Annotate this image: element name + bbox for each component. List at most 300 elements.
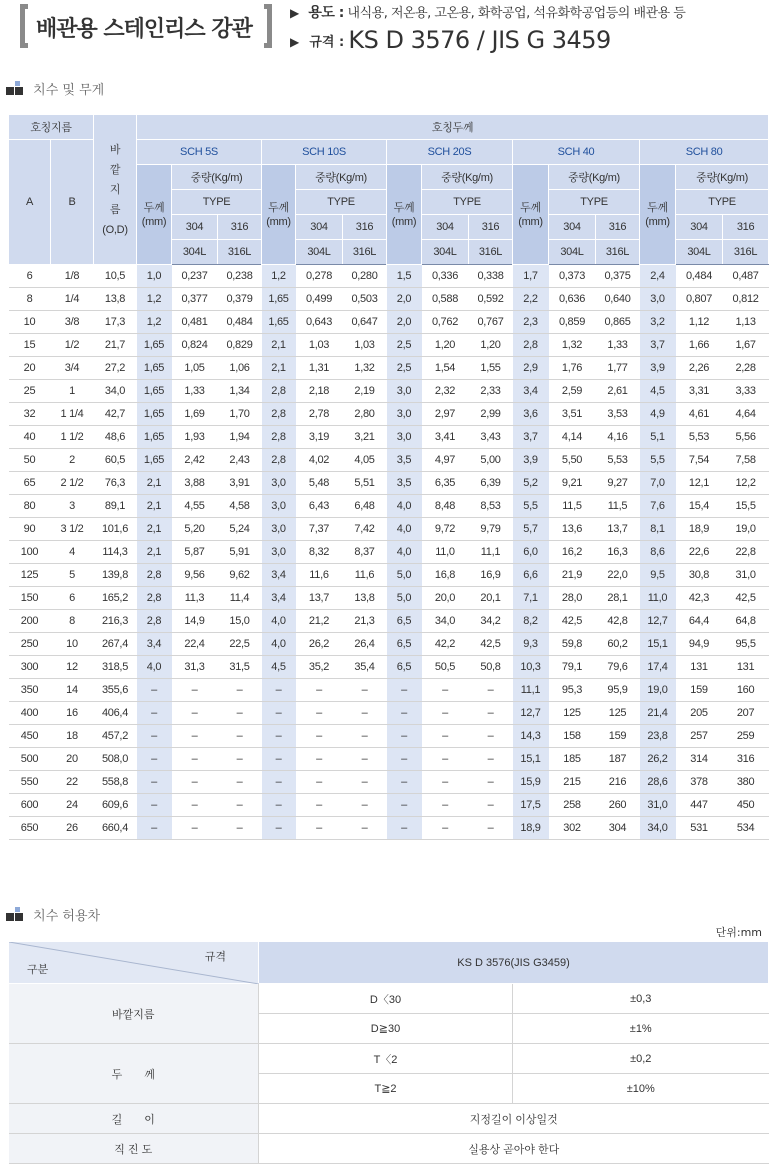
table-cell: 19,0 [640,679,676,702]
table-cell: 13,7 [596,518,640,541]
weight-header: 중량(Kg/m) [549,165,640,190]
table-cell: – [387,679,422,702]
table-cell: – [172,725,218,748]
table-row [9,380,769,403]
table-cell: 1,94 [218,426,262,449]
table-cell: – [172,748,218,771]
table-cell: 259 [723,725,769,748]
tolerance-standard-header: KS D 3576(JIS G3459) [259,942,769,984]
table-cell: – [296,725,343,748]
table-cell: 95,5 [723,633,769,656]
table-cell: 5,7 [513,518,549,541]
table-cell: 13,7 [296,587,343,610]
table-cell: – [296,679,343,702]
table-cell: 2,99 [469,403,513,426]
grade-316-header: 316 [596,215,640,240]
table-row [9,541,769,564]
od-lt-condition: D〈30 [259,984,513,1014]
table-cell: 17,3 [94,311,137,334]
table-cell: 450 [723,794,769,817]
table-cell: – [387,771,422,794]
col-a-header: A [9,140,51,265]
table-cell: 1,65 [137,403,172,426]
table-cell: – [422,748,469,771]
table-cell: 2,59 [549,380,596,403]
grade-316l-header: 316L [723,240,769,265]
table-cell: 2,0 [387,288,422,311]
table-cell: 8,6 [640,541,676,564]
table-cell: 4,97 [422,449,469,472]
table-cell: 0,484 [218,311,262,334]
table-cell: 2,9 [513,357,549,380]
table-cell: 3,6 [513,403,549,426]
triangle-bullet-icon: ▶ [290,6,299,20]
table-cell: 5,53 [596,449,640,472]
table-cell: 6,35 [422,472,469,495]
table-cell: 11,5 [596,495,640,518]
table-cell: 215 [549,771,596,794]
table-cell: 2,1 [262,334,296,357]
table-row [9,564,769,587]
table-cell: 18 [51,725,94,748]
table-cell: 17,4 [640,656,676,679]
table-cell: 600 [9,794,51,817]
table-cell: 531 [676,817,723,840]
table-cell: 0,812 [723,288,769,311]
table-cell: 0,338 [469,265,513,288]
table-cell: 131 [723,656,769,679]
table-row [9,449,769,472]
table-cell: 1,65 [137,426,172,449]
table-cell: – [387,702,422,725]
table-cell: – [137,817,172,840]
table-cell: 1,65 [137,449,172,472]
table-cell: – [218,679,262,702]
table-cell: 3 1/2 [51,518,94,541]
table-cell: 60,2 [596,633,640,656]
table-cell: – [262,725,296,748]
table-cell: 1 1/4 [51,403,94,426]
table-cell: 21,9 [549,564,596,587]
table-cell: 15,5 [723,495,769,518]
table-cell: 5,00 [469,449,513,472]
grade-316-header: 316 [218,215,262,240]
sch-5s-header: SCH 5S [137,140,262,165]
table-cell: 250 [9,633,51,656]
table-cell: – [343,817,387,840]
table-cell: 0,238 [218,265,262,288]
page-header [0,0,770,62]
table-cell: 3,21 [343,426,387,449]
dimension-weight-table [8,114,769,840]
table-cell: 95,9 [596,679,640,702]
table-cell: 5,53 [676,426,723,449]
table-cell: 0,481 [172,311,218,334]
table-cell: 11,6 [343,564,387,587]
table-cell: 9,79 [469,518,513,541]
table-cell: 3,0 [262,541,296,564]
table-cell: 18,9 [676,518,723,541]
table-cell: 20,0 [422,587,469,610]
table-cell: – [469,794,513,817]
table-cell: 14,3 [513,725,549,748]
table-cell: 3,0 [387,426,422,449]
standard-label: 규격 : [309,35,345,50]
table-cell: 3,43 [469,426,513,449]
table-cell: 0,824 [172,334,218,357]
table-cell: 550 [9,771,51,794]
table-cell: 4,9 [640,403,676,426]
table-cell: 21,2 [296,610,343,633]
grade-304-header: 304 [549,215,596,240]
table-cell: 79,1 [549,656,596,679]
table-cell: 22,4 [172,633,218,656]
od-ge-condition: D≧30 [259,1014,513,1044]
grade-316l-header: 316L [343,240,387,265]
type-header: TYPE [296,190,387,215]
table-cell: 9,5 [640,564,676,587]
table-cell: 2 [51,449,94,472]
table-cell: 158 [549,725,596,748]
grade-304l-header: 304L [422,240,469,265]
grade-304-header: 304 [172,215,218,240]
sch-80-header: SCH 80 [640,140,769,165]
table-cell: 22,8 [723,541,769,564]
table-cell: – [172,817,218,840]
table-cell: 3,0 [640,288,676,311]
table-cell: 31,0 [723,564,769,587]
table-cell: 1,65 [262,288,296,311]
table-cell: 0,643 [296,311,343,334]
table-cell: 2,80 [343,403,387,426]
table-cell: 9,27 [596,472,640,495]
table-cell: 15,9 [513,771,549,794]
table-cell: 6 [9,265,51,288]
table-cell: 0,487 [723,265,769,288]
table-cell: 318,5 [94,656,137,679]
table-cell: 1,33 [596,334,640,357]
table-row [9,334,769,357]
table-cell: – [296,748,343,771]
t-ge-value: ±10% [513,1074,769,1104]
table-cell: 31,0 [640,794,676,817]
table-row [9,725,769,748]
table-cell: 8,32 [296,541,343,564]
table-cell: 8,53 [469,495,513,518]
table-cell: 1,2 [262,265,296,288]
table-cell: 4,0 [262,610,296,633]
table-cell: 1/8 [51,265,94,288]
table-cell: – [172,771,218,794]
table-cell: – [422,725,469,748]
table-cell: – [296,794,343,817]
table-cell: 2,61 [596,380,640,403]
table-row [9,794,769,817]
table-cell: 0,484 [676,265,723,288]
table-row [9,1104,769,1134]
table-cell: 0,592 [469,288,513,311]
table-cell: 5,56 [723,426,769,449]
table-cell: – [469,702,513,725]
table-cell: 0,237 [172,265,218,288]
table-cell: 8 [9,288,51,311]
table-cell: 0,636 [549,288,596,311]
table-cell: 0,588 [422,288,469,311]
sch-10s-header: SCH 10S [262,140,387,165]
table-cell: 26,2 [640,748,676,771]
table-cell: 76,3 [94,472,137,495]
table-cell: 609,6 [94,794,137,817]
table-cell: 558,8 [94,771,137,794]
table-cell: 12,7 [513,702,549,725]
table-cell: 3,88 [172,472,218,495]
table-cell: 0,499 [296,288,343,311]
table-cell: 0,373 [549,265,596,288]
table-cell: 18,9 [513,817,549,840]
table-cell: – [172,702,218,725]
table-cell: 13,6 [549,518,596,541]
table-cell: 22,6 [676,541,723,564]
sch-40-header: SCH 40 [513,140,640,165]
grade-316-header: 316 [343,215,387,240]
table-cell: 21,7 [94,334,137,357]
table-cell: 13,8 [94,288,137,311]
table-cell: 2,4 [640,265,676,288]
table-cell: 21,4 [640,702,676,725]
table-cell: 5,24 [218,518,262,541]
table-cell: 0,767 [469,311,513,334]
table-cell: – [343,702,387,725]
table-cell: 3,7 [513,426,549,449]
table-cell: 1,03 [296,334,343,357]
table-cell: 267,4 [94,633,137,656]
table-cell: 2 1/2 [51,472,94,495]
table-cell: 11,1 [469,541,513,564]
type-header: TYPE [172,190,262,215]
thickness-header: 두께 (mm) [387,165,422,265]
table-cell: 3,4 [262,587,296,610]
table-cell: – [469,771,513,794]
table-cell: 30,8 [676,564,723,587]
table-cell: 14 [51,679,94,702]
grade-304-header: 304 [296,215,343,240]
table-cell: 23,8 [640,725,676,748]
section-title-text: 치수 및 무게 [33,83,105,98]
table-cell: 660,4 [94,817,137,840]
table-cell: – [218,748,262,771]
table-cell: 11,6 [296,564,343,587]
table-cell: 0,647 [343,311,387,334]
table-cell: 7,1 [513,587,549,610]
table-cell: 1,65 [137,334,172,357]
table-cell: 16,2 [549,541,596,564]
table-cell: 4,64 [723,403,769,426]
table-cell: 8,37 [343,541,387,564]
table-cell: 42,5 [549,610,596,633]
table-cell: – [343,748,387,771]
table-row [9,748,769,771]
table-cell: 16,8 [422,564,469,587]
table-cell: 4,05 [343,449,387,472]
table-cell: – [172,679,218,702]
table-cell: 6,43 [296,495,343,518]
table-cell: 2,8 [262,380,296,403]
table-cell: 9,56 [172,564,218,587]
table-cell: 17,5 [513,794,549,817]
table-cell: 0,762 [422,311,469,334]
table-cell: 6,39 [469,472,513,495]
table-cell: 60,5 [94,449,137,472]
table-cell: 4,0 [262,633,296,656]
table-cell: 7,58 [723,449,769,472]
table-row [9,656,769,679]
table-cell: – [137,794,172,817]
thickness-header: 두께 (mm) [262,165,296,265]
table-cell: 300 [9,656,51,679]
table-cell: 28,0 [549,587,596,610]
table-cell: 6,0 [513,541,549,564]
table-cell: 5,20 [172,518,218,541]
table-cell: 59,8 [549,633,596,656]
table-cell: 2,97 [422,403,469,426]
length-category: 길 이 [9,1104,259,1134]
table-cell: 2,1 [137,472,172,495]
table-cell: 4,5 [640,380,676,403]
table-cell: 8,2 [513,610,549,633]
table-cell: 42,5 [723,587,769,610]
straightness-value: 실용상 곧아야 한다 [259,1134,769,1164]
table-cell: 1,13 [723,311,769,334]
table-cell: 22 [51,771,94,794]
table-cell: 1,76 [549,357,596,380]
table-cell: 4,55 [172,495,218,518]
table-cell: – [137,725,172,748]
table-cell: 12,2 [723,472,769,495]
table-cell: 79,6 [596,656,640,679]
table-cell: 2,8 [513,334,549,357]
table-cell: – [296,771,343,794]
table-cell: 26,4 [343,633,387,656]
type-header: TYPE [549,190,640,215]
table-cell: – [137,748,172,771]
table-cell: 3/4 [51,357,94,380]
usage-line [290,2,685,22]
table-cell: 216,3 [94,610,137,633]
table-cell: 185 [549,748,596,771]
table-cell: 1,2 [137,311,172,334]
table-cell: 3,33 [723,380,769,403]
table-row [9,702,769,725]
table-cell: 5,91 [218,541,262,564]
table-cell: 0,503 [343,288,387,311]
table-cell: 7,37 [296,518,343,541]
table-cell: 1,66 [676,334,723,357]
table-cell: 1/4 [51,288,94,311]
table-cell: 42,8 [596,610,640,633]
table-cell: 139,8 [94,564,137,587]
table-cell: 3,0 [387,403,422,426]
od-lt-value: ±0,3 [513,984,769,1014]
table-cell: 450 [9,725,51,748]
table-cell: 5,5 [513,495,549,518]
table-cell: – [343,679,387,702]
table-cell: 380 [723,771,769,794]
grade-316l-header: 316L [596,240,640,265]
table-cell: – [137,702,172,725]
table-cell: 64,4 [676,610,723,633]
table-cell: 258 [549,794,596,817]
table-cell: 0,859 [549,311,596,334]
table-cell: 25 [9,380,51,403]
table-cell: 34,0 [94,380,137,403]
table-cell: 4,5 [262,656,296,679]
right-bracket-decoration [264,4,272,48]
table-cell: 15,1 [513,748,549,771]
table-cell: 160 [723,679,769,702]
table-cell: 21,3 [343,610,387,633]
table-cell: 205 [676,702,723,725]
table-cell: 5,50 [549,449,596,472]
table-cell: 2,5 [387,334,422,357]
table-cell: 4,14 [549,426,596,449]
table-cell: 2,43 [218,449,262,472]
table-cell: 15,1 [640,633,676,656]
table-cell: – [218,702,262,725]
table-cell: 316 [723,748,769,771]
table-cell: – [422,817,469,840]
table-cell: 650 [9,817,51,840]
table-cell: 3,91 [218,472,262,495]
table-cell: 10 [51,633,94,656]
thickness-category: 두 께 [9,1044,259,1104]
table-row [9,357,769,380]
table-cell: 6,5 [387,633,422,656]
table-cell: 1,65 [137,380,172,403]
table-cell: 2,0 [387,311,422,334]
table-cell: 150 [9,587,51,610]
table-row [9,288,769,311]
table-cell: 8,48 [422,495,469,518]
table-cell: 159 [596,725,640,748]
table-cell: 4,58 [218,495,262,518]
table-cell: 2,1 [137,518,172,541]
table-cell: – [218,794,262,817]
table-cell: 5,0 [387,564,422,587]
table-cell: 50 [9,449,51,472]
table-cell: 34,0 [640,817,676,840]
table-row [9,610,769,633]
grade-316l-header: 316L [218,240,262,265]
type-header: TYPE [676,190,769,215]
thickness-header: 두께 (mm) [513,165,549,265]
table-cell: 131 [676,656,723,679]
table-cell: 7,54 [676,449,723,472]
table-cell: 2,8 [137,587,172,610]
table-cell: 5,5 [640,449,676,472]
table-cell: 94,9 [676,633,723,656]
table-row [9,472,769,495]
table-cell: 2,8 [262,449,296,472]
section-square-icon [6,907,24,921]
table-cell: 2,3 [513,311,549,334]
table-cell: 2,33 [469,380,513,403]
table-cell: 32 [9,403,51,426]
table-cell: 2,8 [137,610,172,633]
table-cell: 50,5 [422,656,469,679]
grade-316-header: 316 [469,215,513,240]
t-lt-condition: T〈2 [259,1044,513,1074]
table-cell: 2,8 [137,564,172,587]
